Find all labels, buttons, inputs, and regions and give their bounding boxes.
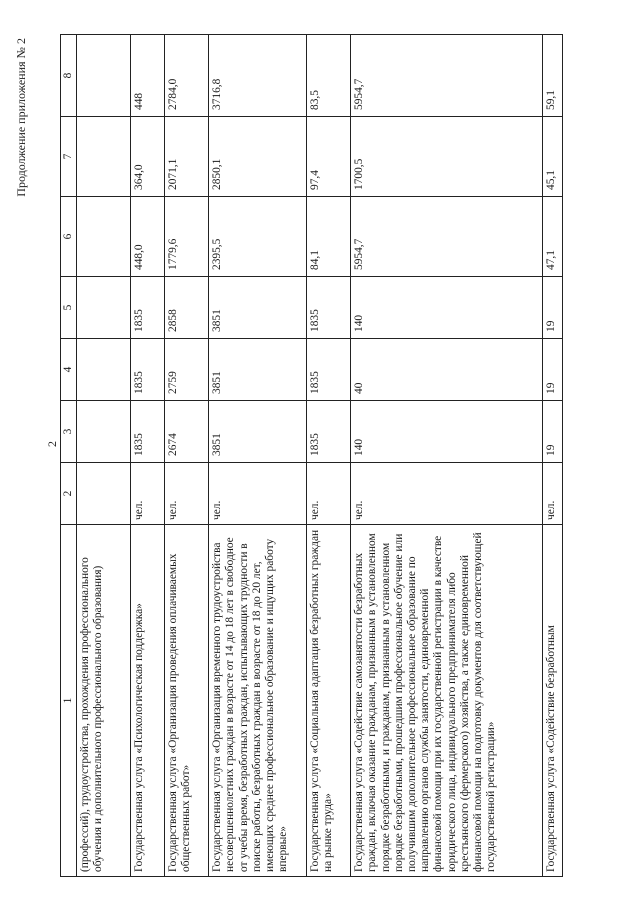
value-cell: 47,1 — [543, 197, 563, 277]
service-name: Государственная услуга «Содействие самозанятости безработных граждан, включая оказание гражданам, признанным в установленном порядке безработными, и гражданам, признанным в установленном порядке безработными, прошедшим профессиональное обучение или получившим дополнительное профессиональное образование по направлению органов службы занятости, единовременной финансовой помощи при их государственной регистрации в качестве юридического лица, индивидуального предпринимателя либо крестьянского (фермерского) хозяйства, а также единовременной финансовой помощи на подготовку документов для соответствующей государственной регистрации» — [351, 525, 543, 877]
value-cell: 5954,7 — [351, 197, 543, 277]
col-header: 5 — [61, 277, 77, 339]
value-cell: 40 — [351, 339, 543, 401]
services-table — [60, 34, 563, 877]
value-cell: 448,0 — [131, 197, 165, 277]
col-header: 3 — [61, 401, 77, 463]
table-row — [351, 35, 543, 877]
value-cell: 2395,5 — [209, 197, 307, 277]
table-row — [209, 35, 307, 877]
col-header: 2 — [61, 463, 77, 525]
unit-cell: чел. — [209, 463, 307, 525]
value-cell: 1835 — [307, 277, 351, 339]
page-number: 2 — [45, 441, 59, 447]
service-name: Государственная услуга «Организация проведения оплачиваемых общественных работ» — [165, 525, 209, 877]
value-cell: 84,1 — [307, 197, 351, 277]
value-cell: 140 — [351, 277, 543, 339]
value-cell: 2850,1 — [209, 117, 307, 197]
value-cell: 97,4 — [307, 117, 351, 197]
value-cell — [77, 117, 131, 197]
table-row — [131, 35, 165, 877]
unit-cell: чел. — [543, 463, 563, 525]
value-cell — [77, 35, 131, 117]
unit-cell: чел. — [351, 463, 543, 525]
col-header: 4 — [61, 339, 77, 401]
service-name: (профессий), трудоустройства, прохождения профессионального обучения и дополнительного профессионального образования) — [77, 525, 131, 877]
unit-cell — [77, 463, 131, 525]
value-cell — [77, 401, 131, 463]
value-cell: 2071,1 — [165, 117, 209, 197]
table-row — [307, 35, 351, 877]
header-row — [61, 35, 77, 877]
table-row — [543, 35, 563, 877]
value-cell — [77, 277, 131, 339]
value-cell: 2674 — [165, 401, 209, 463]
value-cell: 2858 — [165, 277, 209, 339]
value-cell — [77, 339, 131, 401]
value-cell: 1779,6 — [165, 197, 209, 277]
value-cell: 2759 — [165, 339, 209, 401]
appendix-caption: Продолжение приложения № 2 — [14, 38, 28, 197]
value-cell: 1835 — [131, 339, 165, 401]
value-cell: 2784,0 — [165, 35, 209, 117]
value-cell: 1835 — [131, 277, 165, 339]
unit-cell: чел. — [131, 463, 165, 525]
value-cell: 45,1 — [543, 117, 563, 197]
col-header: 7 — [61, 117, 77, 197]
value-cell: 448 — [131, 35, 165, 117]
value-cell: 140 — [351, 401, 543, 463]
value-cell: 3851 — [209, 339, 307, 401]
value-cell: 59,1 — [543, 35, 563, 117]
value-cell: 364,0 — [131, 117, 165, 197]
service-name: Государственная услуга «Содействие безработным — [543, 525, 563, 877]
service-name: Государственная услуга «Организация временного трудоустройства несовершеннолетних граждан в возрасте от 14 до 18 лет в свободное от учебы время, безработных граждан, испытывающих трудности в поиске работы, безработных граждан в возрасте от 18 до 20 лет, имеющих среднее профессиональное образование и ищущих работу впервые» — [209, 525, 307, 877]
col-header: 8 — [61, 35, 77, 117]
value-cell: 19 — [543, 401, 563, 463]
service-name: Государственная услуга «Психологическая поддержка» — [131, 525, 165, 877]
value-cell: 3851 — [209, 277, 307, 339]
value-cell: 1835 — [307, 339, 351, 401]
col-header: 6 — [61, 197, 77, 277]
value-cell: 19 — [543, 277, 563, 339]
table-row — [77, 35, 131, 877]
value-cell: 83,5 — [307, 35, 351, 117]
value-cell: 1835 — [131, 401, 165, 463]
unit-cell: чел. — [307, 463, 351, 525]
value-cell: 3851 — [209, 401, 307, 463]
value-cell: 1835 — [307, 401, 351, 463]
value-cell — [77, 197, 131, 277]
value-cell: 3716,8 — [209, 35, 307, 117]
table-row — [165, 35, 209, 877]
value-cell: 19 — [543, 339, 563, 401]
value-cell: 1700,5 — [351, 117, 543, 197]
service-name: Государственная услуга «Социальная адаптация безработных граждан на рынке труда» — [307, 525, 351, 877]
value-cell: 5954,7 — [351, 35, 543, 117]
col-header: 1 — [61, 525, 77, 877]
unit-cell: чел. — [165, 463, 209, 525]
